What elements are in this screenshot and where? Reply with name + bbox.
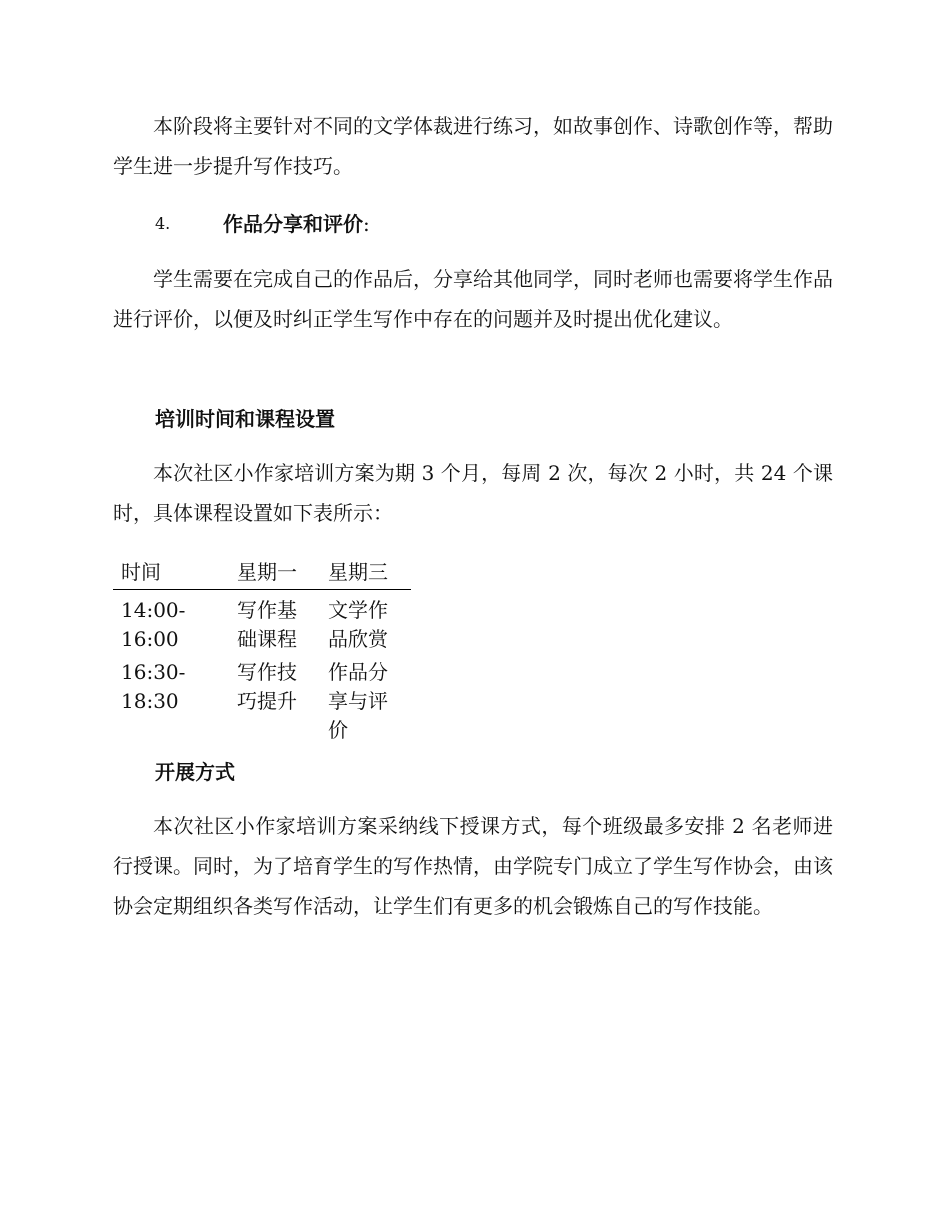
table-cell-time: 14:00-16:00	[121, 598, 186, 651]
list-title-colon: :	[363, 212, 370, 236]
table-header-row	[113, 556, 411, 590]
table-cell-time: 16:30-18:30	[121, 660, 186, 713]
table-cell-wednesday: 作品分享与评价	[328, 660, 388, 742]
table-cell-monday: 写作基础课程	[237, 598, 297, 651]
paragraph-genre-practice: 本阶段将主要针对不同的文学体裁进行练习，如故事创作、诗歌创作等，帮助学生进一步提升写作技巧。	[113, 114, 833, 178]
schedule-table	[113, 556, 411, 747]
heading-method: 开展方式	[155, 760, 235, 784]
table-header-monday: 星期一	[229, 556, 320, 590]
heading-schedule: 培训时间和课程设置	[155, 407, 335, 431]
list-item-title	[223, 210, 370, 238]
table-row	[113, 656, 411, 747]
table-header-wednesday: 星期三	[320, 556, 411, 590]
table-row	[113, 590, 411, 657]
paragraph-sharing-evaluation: 学生需要在完成自己的作品后，分享给其他同学，同时老师也需要将学生作品进行评价，以便及时纠正学生写作中存在的问题并及时提出优化建议。	[113, 267, 833, 331]
table-header-time: 时间	[113, 556, 229, 590]
paragraph-method: 本次社区小作家培训方案采纳线下授课方式，每个班级最多安排 2 名老师进行授课。同时，为了培育学生的写作热情，由学院专门成立了学生写作协会，由该协会定期组织各类写作活动，让学生们有更多的机会锻炼自己的写作技能。	[113, 814, 833, 918]
table-cell-wednesday: 文学作品欣赏	[328, 598, 388, 651]
list-title-text: 作品分享和评价	[223, 212, 363, 236]
table-cell-monday: 写作技巧提升	[237, 660, 297, 713]
paragraph-schedule-intro: 本次社区小作家培训方案为期 3 个月，每周 2 次，每次 2 小时，共 24 个课时，具体课程设置如下表所示：	[113, 461, 833, 525]
list-number: 4.	[155, 214, 171, 233]
